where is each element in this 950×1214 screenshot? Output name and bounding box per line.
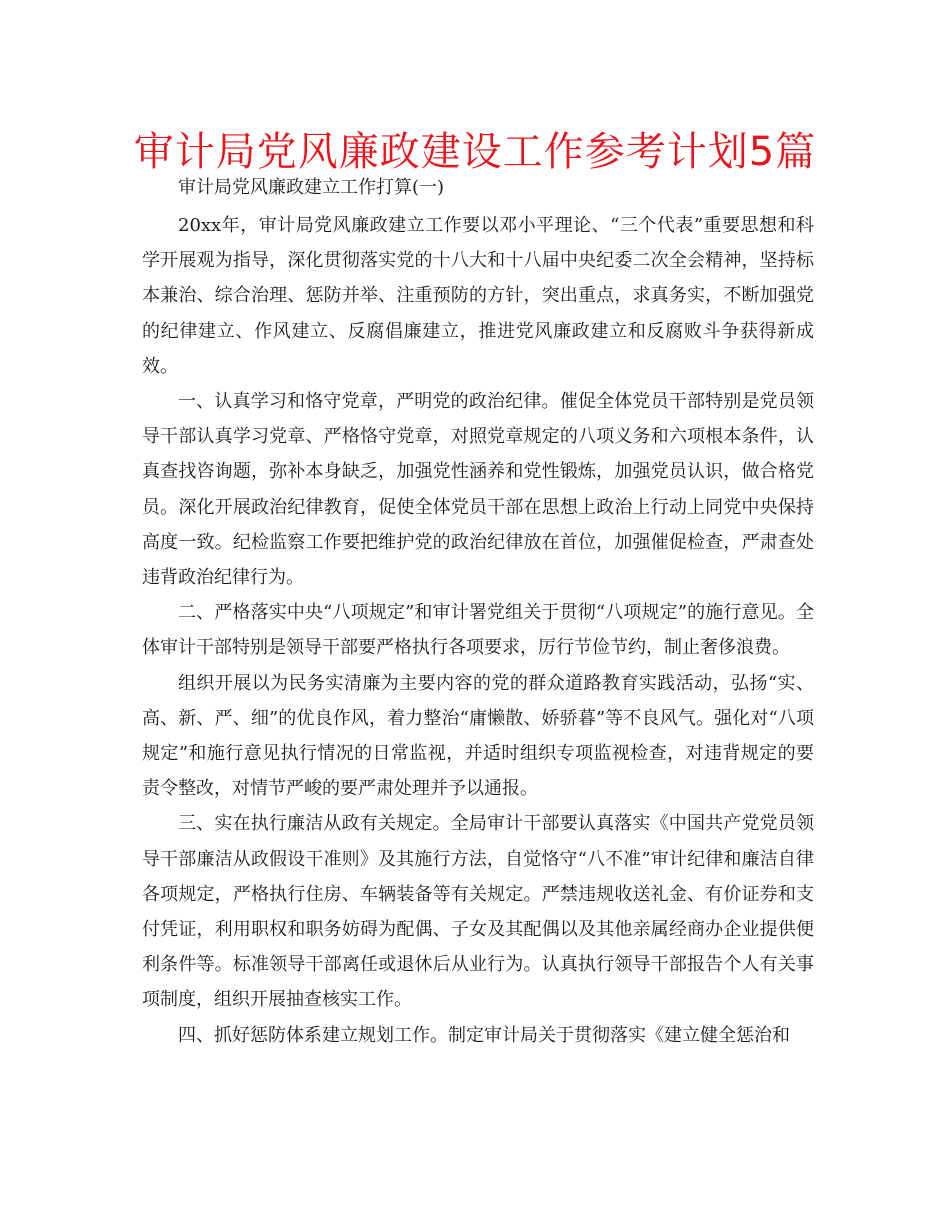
paragraph-section-2: 二、严格落实中央“八项规定”和审计署党组关于贯彻“八项规定”的施行意见。全体审计干部特别是领导干部要严格执行各项要求，厉行节俭节约，制止奢侈浪费。 [142, 602, 814, 659]
paragraph-section-2-detail: 组织开展以为民务实清廉为主要内容的党的群众道路教育实践活动，弘扬“实、高、新、严、细”的优良作风，着力整治“庸懒散、娇骄暮”等不良风气。强化对“八项规定”和施行意见执行情况的日常监视，并适时组织专项监视检查，对违背规定的要责令整改，对情节严峻的要严肃处理并予以通报。 [142, 672, 814, 800]
document-subtitle: 审计局党风廉政建立工作打算(一) [178, 177, 445, 198]
paragraph-section-3: 三、实在执行廉洁从政有关规定。全局审计干部要认真落实《中国共产党党员领导干部廉洁从政假设干准则》及其施行方法，自觉恪守“八不准”审计纪律和廉洁自律各项规定，严格执行住房、车辆装备等有关规定。严禁违规收送礼金、有价证券和支付凭证，利用职权和职务妨碍为配偶、子女及其配偶以及其他亲属经商办企业提供便利条件等。标准领导干部离任或退休后从业行为。认真执行领导干部报告个人有关事项制度，组织开展抽查核实工作。 [142, 813, 814, 1011]
paragraph-intro: 20xx年，审计局党风廉政建立工作要以邓小平理论、“三个代表”重要思想和科学开展观为指导，深化贯彻落实党的十八大和十八届中央纪委二次全会精神，坚持标本兼治、综合治理、惩防并举、注重预防的方针，突出重点，求真务实，不断加强党的纪律建立、作风建立、反腐倡廉建立，推进党风廉政建立和反腐败斗争获得新成效。 [142, 215, 814, 377]
document-body [142, 208, 814, 1053]
paragraph-section-1: 一、认真学习和恪守党章，严明党的政治纪律。催促全体党员干部特别是党员领导干部认真学习党章、严格恪守党章，对照党章规定的八项义务和六项根本条件，认真查找咨询题，弥补本身缺乏，加强党性涵养和党性锻炼，加强党员认识，做合格党员。深化开展政治纪律教育，促使全体党员干部在思想上政治上行动上同党中央保持高度一致。纪检监察工作要把维护党的政治纪律放在首位，加强催促检查，严肃查处违背政治纪律行为。 [142, 391, 814, 589]
paragraph-section-4: 四、抓好惩防体系建立规划工作。制定审计局关于贯彻落实《建立健全惩治和 [178, 1024, 790, 1046]
document-title: 审计局党风廉政建设工作参考计划5篇 [133, 129, 817, 175]
